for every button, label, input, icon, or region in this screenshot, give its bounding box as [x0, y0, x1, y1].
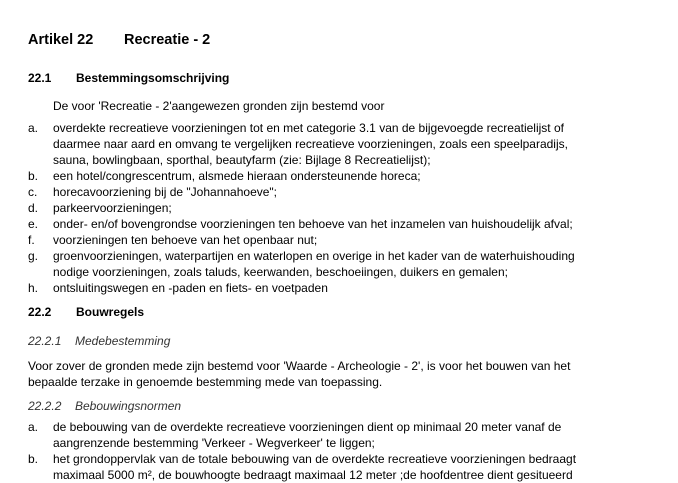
article-title: Recreatie - 2 [124, 32, 211, 48]
list-line: de bebouwing van de overdekte recreatieve voorzieningen dient op minimaal 20 meter vanaf de [53, 420, 562, 434]
list-item [28, 200, 628, 216]
list-line: het grondoppervlak van de totale bebouwing van de overdekte recreatieve voorzieningen bedraagt [53, 452, 577, 466]
list-label: e. [28, 217, 39, 231]
list-line: sauna, bowlingbaan, sporthal, beautyfarm (zie: Bijlage 8 Recreatielijst); [53, 153, 431, 167]
list-item [28, 184, 628, 200]
section-heading-22-1 [28, 70, 229, 86]
list-label: b. [28, 452, 39, 466]
list-label: d. [28, 201, 39, 215]
list-label: f. [28, 233, 35, 247]
list-label: b. [28, 169, 39, 183]
list-item [28, 232, 628, 248]
list-line: nodige voorzieningen, zoals taluds, keerwanden, beschoeiingen, duikers en gemalen; [53, 265, 508, 279]
list-item [28, 419, 638, 451]
list-line: groenvoorzieningen, waterpartijen en waterlopen en overige in het kader van de waterhuishouding [53, 249, 575, 263]
subsection-title: Medebestemming [75, 334, 171, 348]
list-line: horecavoorziening bij de "Johannahoeve"; [53, 185, 278, 199]
purpose-list [28, 120, 628, 296]
list-line: voorzieningen ten behoeve van het openbaar nut; [53, 233, 318, 247]
section-title: Bestemmingsomschrijving [76, 71, 230, 85]
article-number: Artikel 22 [28, 32, 94, 48]
list-line: ontsluitingswegen en -paden en fiets- en voetpaden [53, 281, 328, 295]
list-item [28, 248, 628, 280]
list-line: onder- en/of bovengrondse voorzieningen ten behoeve van het inzamelen van huishoudelijk afval; [53, 217, 573, 231]
list-label: g. [28, 249, 39, 263]
article-heading [28, 31, 210, 49]
section-number: 22.1 [28, 71, 52, 85]
list-item [28, 168, 628, 184]
subsection-title: Bebouwingsnormen [75, 399, 182, 413]
list-item [28, 120, 628, 168]
list-item [28, 451, 638, 483]
list-line: parkeervoorzieningen; [53, 201, 172, 215]
paragraph-line: Voor zover de gronden mede zijn bestemd voor 'Waarde - Archeologie - 2', is voor het bouwen van het [28, 359, 571, 373]
list-item [28, 216, 628, 232]
paragraph-line: bepaalde terzake in genoemde bestemming mede van toepassing. [28, 375, 383, 389]
paragraph-medebestemming [28, 358, 628, 390]
intro-text: De voor 'Recreatie - 2'aangewezen gronden zijn bestemd voor [53, 99, 385, 113]
list-label: h. [28, 281, 39, 295]
subsection-heading-22-2-1 [28, 333, 170, 349]
list-line: overdekte recreatieve voorzieningen tot en met categorie 3.1 van de bijgevoegde recreatielijst of [53, 121, 564, 135]
subsection-heading-22-2-2 [28, 398, 181, 414]
subsection-number: 22.2.1 [28, 334, 62, 348]
list-label: c. [28, 185, 38, 199]
list-line: maximaal 5000 m², de bouwhoogte bedraagt maximaal 12 meter ;de hoofdentree dient gesitueerd [53, 468, 573, 482]
list-line: een hotel/congrescentrum, alsmede hieraan ondersteunende horeca; [53, 169, 421, 183]
list-item [28, 280, 628, 296]
list-label: a. [28, 121, 39, 135]
subsection-number: 22.2.2 [28, 399, 62, 413]
norms-list [28, 419, 638, 483]
list-label: a. [28, 420, 39, 434]
section-heading-22-2 [28, 304, 144, 320]
section-title: Bouwregels [76, 305, 145, 319]
list-line: aangrenzende bestemming 'Verkeer - Wegverkeer' te liggen; [53, 436, 375, 450]
section-number: 22.2 [28, 305, 52, 319]
list-line: daarmee naar aard en omvang te vergelijken recreatieve voorzieningen, zoals een speelparadijs, [53, 137, 568, 151]
